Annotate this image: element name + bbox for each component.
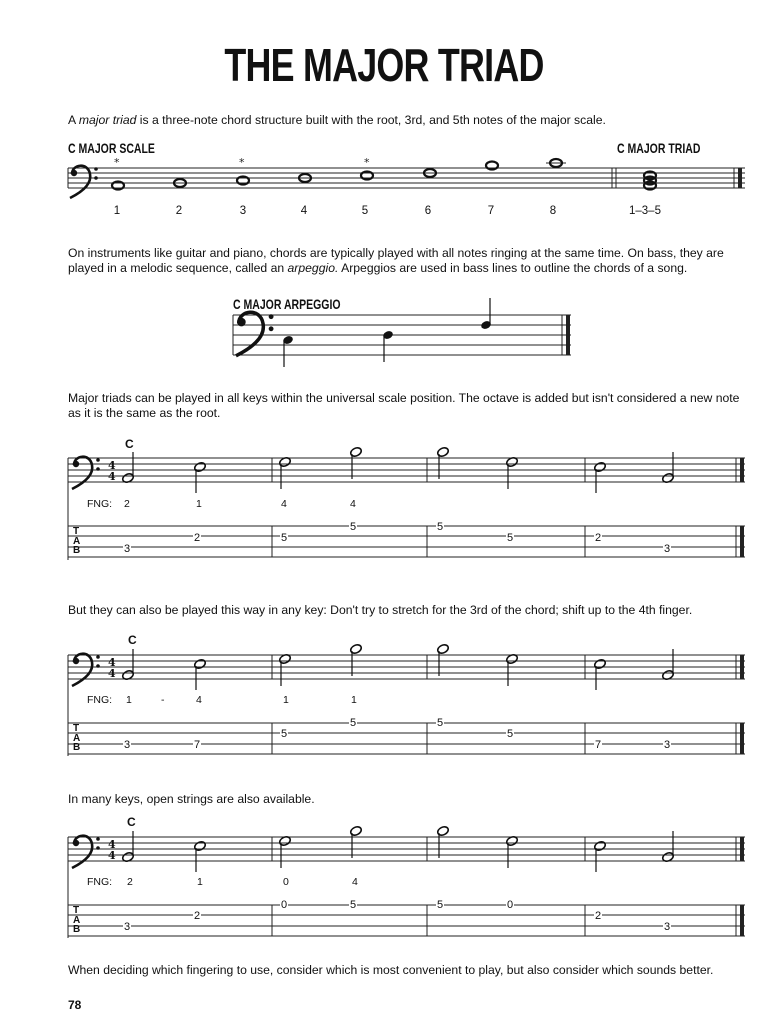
tab-fret: 3 [124, 739, 131, 751]
finger-number: 1 [197, 876, 203, 888]
finger-number: 2 [124, 498, 130, 510]
intro-paragraph: A major triad is a three-note chord structure built with the root, 3rd, and 5th notes of the major scale. [68, 113, 606, 127]
finger-number: 4 [350, 498, 356, 510]
tab-fret: 3 [664, 739, 671, 751]
svg-text:4: 4 [108, 470, 116, 483]
svg-text:4: 4 [108, 656, 116, 669]
svg-text:*: * [239, 156, 245, 169]
finger-number: 1 [196, 498, 202, 510]
tab-fret: 2 [194, 532, 201, 544]
tab-fret: 7 [595, 739, 602, 751]
tab-fret: 5 [281, 532, 288, 544]
tab-fret: 2 [194, 910, 201, 922]
tab-fret: 0 [281, 899, 288, 911]
tab-clef: T A B [73, 905, 81, 935]
arpeggio-notes [282, 298, 492, 367]
triad-degrees: 1–3–5 [629, 205, 661, 217]
asterisk-marks [114, 156, 370, 169]
tab-clef: T A B [73, 723, 81, 753]
finger-number: 4 [352, 876, 358, 888]
scale-degree: 1 [113, 205, 121, 217]
arpeggio-label: C MAJOR ARPEGGIO [233, 296, 341, 312]
chord-symbol: C [128, 633, 137, 647]
svg-text:4: 4 [108, 459, 116, 472]
notation-system-1 [68, 446, 745, 560]
svg-text:4: 4 [108, 849, 116, 862]
tab-fret: 5 [437, 717, 444, 729]
tab-fret: 3 [124, 921, 131, 933]
tab-fret: 0 [507, 899, 514, 911]
tab-fret: 5 [350, 717, 357, 729]
finger-number: 4 [281, 498, 287, 510]
svg-text:4: 4 [108, 838, 116, 851]
tab-fret: 7 [194, 739, 201, 751]
tab-fret: 3 [664, 543, 671, 555]
scale-notes [110, 159, 566, 190]
chord-symbol: C [127, 815, 136, 829]
tab-fret: 5 [437, 899, 444, 911]
finger-number: 1 [351, 694, 357, 706]
triad-chord [644, 172, 656, 190]
scale-degree: 3 [239, 205, 247, 217]
svg-text:4: 4 [108, 667, 116, 680]
finger-number: 4 [196, 694, 202, 706]
scale-degree: 6 [424, 205, 432, 217]
finger-number: 1 [126, 694, 132, 706]
svg-text:*: * [114, 156, 120, 169]
finger-dash: - [161, 694, 165, 706]
tab-fret: 3 [664, 921, 671, 933]
triad-label: C MAJOR TRIAD [617, 140, 701, 156]
keys-paragraph: Major triads can be played in all keys within the universal scale position. The octave is added but isn't considered a new note as it is the same as the root. [68, 391, 740, 420]
notation-system-2 [68, 643, 745, 756]
page-title: THE MAJOR TRIAD [224, 39, 544, 91]
tab-fret: 5 [507, 728, 514, 740]
open-strings-paragraph: In many keys, open strings are also available. [68, 792, 315, 806]
fng-label: FNG: [87, 498, 113, 510]
scale-degree: 7 [487, 205, 495, 217]
finger-number: 2 [127, 876, 133, 888]
fng-label: FNG: [87, 694, 113, 706]
tab-fret: 5 [350, 899, 357, 911]
tab-fret: 2 [595, 532, 602, 544]
tab-fret: 2 [595, 910, 602, 922]
scale-label: C MAJOR SCALE [68, 140, 155, 156]
closing-paragraph: When deciding which fingering to use, consider which is most convenient to play, but also consider which sounds better. [68, 963, 714, 977]
svg-text:*: * [364, 156, 370, 169]
scale-degree: 2 [175, 205, 183, 217]
tab-fret: 5 [350, 521, 357, 533]
scale-degree: 5 [361, 205, 369, 217]
tab-fret: 5 [281, 728, 288, 740]
tab-fret: 5 [507, 532, 514, 544]
fng-label: FNG: [87, 876, 113, 888]
finger-number: 1 [283, 694, 289, 706]
scale-degree: 4 [300, 205, 308, 217]
tab-fret: 3 [124, 543, 131, 555]
tab-fret: 5 [437, 521, 444, 533]
arpeggio-paragraph: On instruments like guitar and piano, chords are typically played with all notes ringing at the same time. On bass, they are played in a melodic sequence, called an arpeggio. Arpeggios are used in bass lines to outline the chords of a song. [68, 246, 724, 275]
chord-symbol: C [125, 437, 134, 451]
scale-degree: 8 [549, 205, 557, 217]
page-number: 78 [68, 998, 82, 1012]
stretch-paragraph: But they can also be played this way in any key: Don't try to stretch for the 3rd of the chord; shift up to the 4th finger. [68, 603, 693, 617]
notation-system-3 [68, 825, 745, 938]
tab-clef: T A B [73, 526, 81, 556]
finger-number: 0 [283, 876, 289, 888]
